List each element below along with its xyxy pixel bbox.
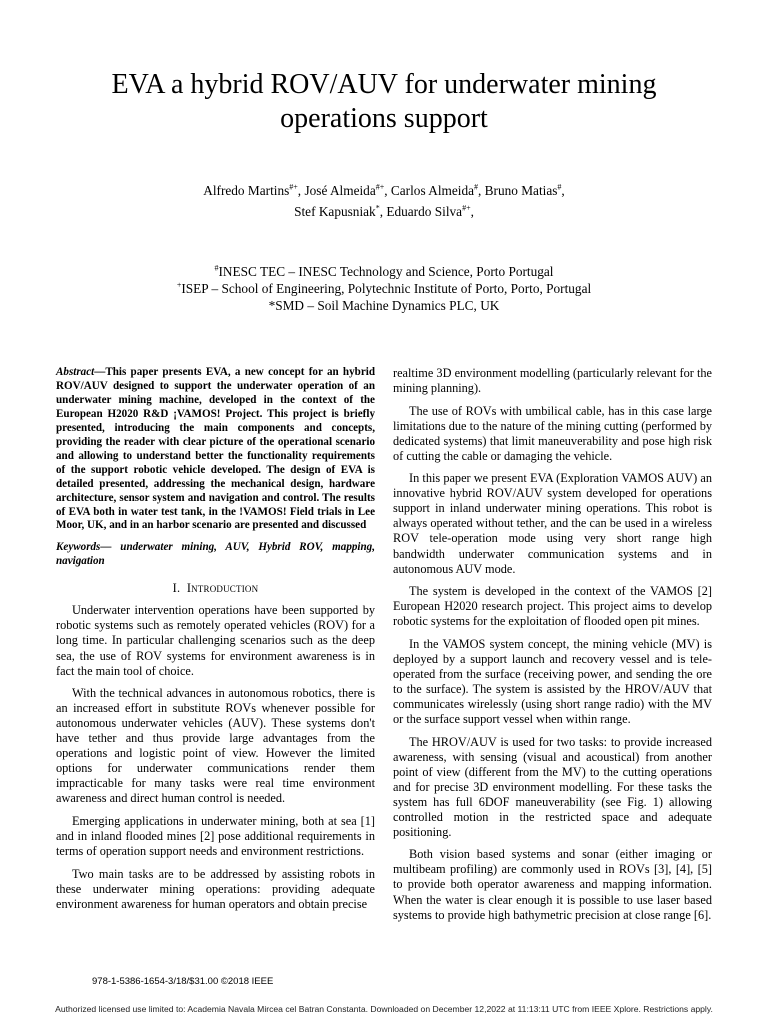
section-title: Introduction [186, 581, 259, 596]
author-mark: #+ [289, 182, 298, 192]
affiliation-mark: + [176, 280, 182, 290]
author-name: Bruno Matias [484, 183, 558, 198]
author-name: Eduardo Silva [386, 204, 463, 219]
keywords-text: — underwater mining, AUV, Hybrid ROV, mapping, navigation [56, 541, 375, 568]
author-line-1: Alfredo Martins#+, José Almeida#+, Carlos Almeida#, Bruno Matias#, [203, 182, 565, 198]
abstract-label: Abstract [56, 366, 95, 378]
copyright-notice: 978-1-5386-1654-3/18/$31.00 ©2018 IEEE [92, 976, 274, 987]
right-column [393, 366, 712, 930]
affiliation: *SMD – Soil Machine Dynamics PLC, UK [268, 298, 500, 313]
abstract [56, 366, 375, 533]
author-name: Stef Kapusniak [294, 204, 376, 219]
affiliation: +ISEP – School of Engineering, Polytechnic Institute of Porto, Porto, Portugal [176, 280, 592, 296]
keywords-label: Keywords [56, 541, 101, 554]
paragraph: In the VAMOS system concept, the mining vehicle (MV) is deployed by a support launch and recovery vessel and is tele-operated from the surface (receiving power, and sending the ore to the surface). The system is assisted by the HROV/AUV that communicates wirelessly (using short range radio) with the MV or the surface support vessel when within range. [393, 636, 712, 726]
author-mark: # [474, 182, 478, 192]
author-line-2: Stef Kapusniak*, Eduardo Silva#+, [294, 203, 474, 219]
license-footer: Authorized licensed use limited to: Academia Navala Mircea cel Batran Constanta. Downloaded on December 12,2022 at 11:13:11 UTC from IEEE Xplore. Restrictions apply. [55, 1004, 713, 1014]
paragraph: The system is developed in the context of the VAMOS [2] European H2020 research project. This project aims to develop robotic systems for the exploitation of flooded open pit mines. [393, 584, 712, 629]
author-mark: # [557, 182, 562, 192]
paragraph: In this paper we present EVA (Exploration VAMOS AUV) an innovative hybrid ROV/AUV system developed for operations support in inland underwater mining operations. This robot is always operated without tether, and the can be used in a wireless ROV tele-operation mode using very short range high bandwidth underwater communication systems and in autonomous AUV mode. [393, 471, 712, 576]
paragraph: Both vision based systems and sonar (either imaging or multibeam profiling) are commonly used in ROVs [3], [4], [5] to provide both operator awareness and mapping information. When the water is clear enough it is possible to use laser based systems to provide high bathymetric precision at close range [6]. [393, 847, 712, 922]
affiliation: #INESC TEC – INESC Technology and Science, Porto Portugal [214, 263, 554, 279]
affiliations [80, 263, 688, 314]
author-mark: * [375, 203, 380, 213]
author-name: José Almeida [304, 183, 376, 198]
author-name: Carlos Almeida [390, 183, 474, 198]
keywords [56, 541, 375, 569]
abstract-text: —This paper presents EVA, a new concept for an hybrid ROV/AUV designed to support the underwater operation of an underwater mining machine, developed in the context of the European H2020 R&D ¡VAMOS! Project. This project is briefly presented, introducing the main components and concepts, providing the reader with clear picture of the operational scenario and allowing to understand better the functionality requirements of the support robotic vehicle developed. The design of EVA is detailed presented, addressing the mechanical design, hardware architecture, sensor system and navigation and control. The results of EVA both in water test tank, in the !VAMOS! Field trials in Lee Moor, UK, and in an harbor scenario are presented and discussed [56, 366, 375, 532]
paragraph: realtime 3D environment modelling (particularly relevant for the mining planning). [393, 366, 712, 396]
paragraph: The use of ROVs with umbilical cable, has in this case large limitations due to the nature of the mining cutting (performed by dedicated systems) that limit maneuverability and pose high risk of cutting the cable or damaging the vehicle. [393, 403, 712, 463]
author-name: Alfredo Martins [203, 183, 290, 198]
paragraph: With the technical advances in autonomous robotics, there is an increased effort in substitute ROVs whenever possible for autonomous underwater vehicles (AUV). These systems don't have tether and thus provide large advantages from the operations and logistic point of view. However the limited options for underwater communications render them impracticable for many tasks were real time environment awareness and direct human control is needed. [56, 686, 375, 806]
paragraph: Underwater intervention operations have been supported by robotic systems such as remotely operated vehicles (ROV) for a long time. In particular challenging scenarios such as the deep sea, the use of ROV systems for environment awareness is in fact the main tool of choice. [56, 603, 375, 678]
section-number: I. [172, 581, 181, 596]
paragraph: The HROV/AUV is used for two tasks: to provide increased awareness, with sensing (visual and acoustical) from another point of view (different from the MV) to the cutting operations and for precise 3D environment modelling. For these tasks the system has full 6DOF maneuverability (see Fig. 1) allowing controlled motion in the restricted space and adequate positioning. [393, 734, 712, 839]
affiliation-mark: # [214, 263, 219, 273]
author-list [80, 180, 688, 222]
author-mark: #+ [375, 182, 385, 192]
paragraph: Emerging applications in underwater mining, both at sea [1] and in inland flooded mines [2] pose additional requirements in terms of operation support needs and environment restrictions. [56, 814, 375, 859]
section-heading [56, 581, 375, 596]
author-mark: #+ [462, 203, 471, 213]
left-column [56, 366, 375, 919]
paper-title: EVA a hybrid ROV/AUV for underwater mining operations support [111, 69, 657, 134]
paragraph: Two main tasks are to be addressed by assisting robots in these underwater mining operations: providing adequate environment awareness for human operators and obtain precise [56, 866, 375, 911]
